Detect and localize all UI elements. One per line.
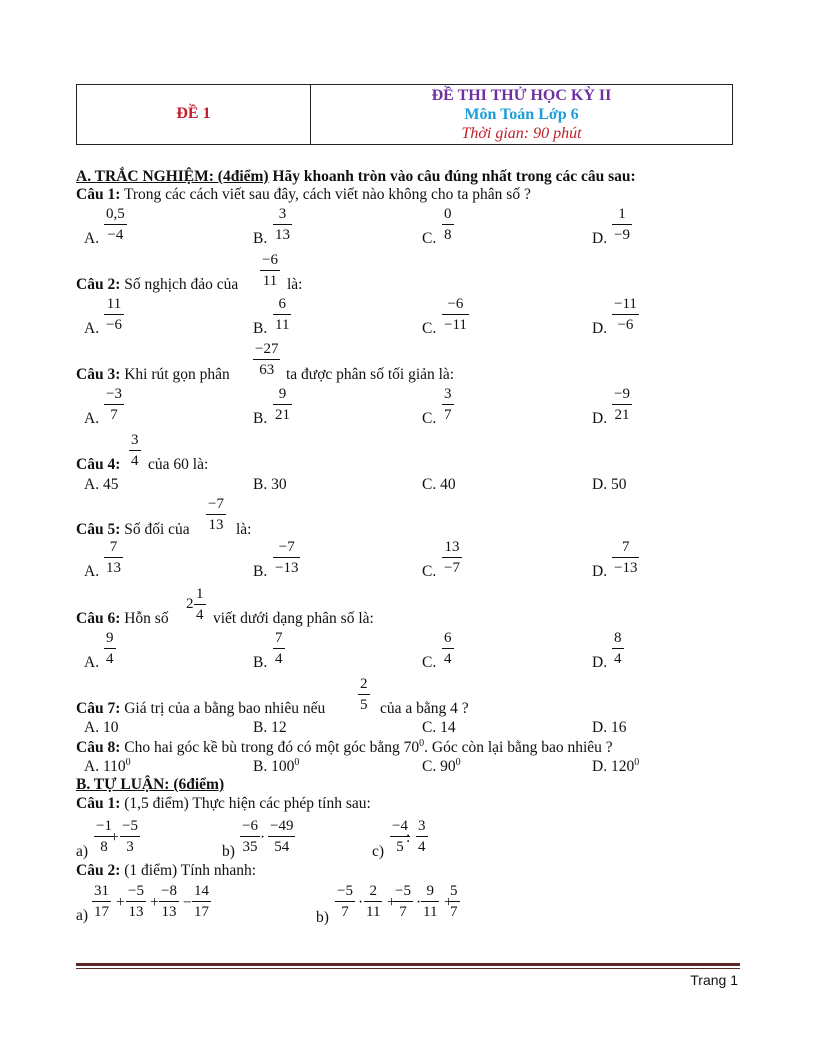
footer-rule-thick: [76, 963, 740, 966]
b1-c-label: c): [372, 843, 385, 860]
q7-text: Giá trị của a bằng bao nhiêu nếu: [120, 700, 326, 717]
q8-option-c: [422, 757, 461, 776]
q8-option-d-value: D. 120: [592, 758, 635, 776]
b2-a-term-2: [126, 883, 146, 921]
q6-text: Hỗn số: [120, 610, 169, 627]
b2-a-term-1-num: 31: [94, 883, 109, 899]
q4-option-c: C. 40: [422, 476, 456, 493]
q5-frac-den: 13: [208, 517, 224, 533]
q3-option-a-fraction-num: −3: [106, 386, 122, 402]
q6-option-a-fraction-num: 9: [106, 630, 114, 646]
q6-mixed-int: 2: [186, 596, 194, 612]
b2-a-term-4-den: 17: [194, 904, 209, 920]
b2-b-term-2: [364, 883, 382, 921]
q7-option-d: D. 16: [592, 719, 627, 736]
b1-b-fraction-2-den: 54: [274, 839, 290, 855]
question-5: [76, 521, 190, 539]
q8-option-a-degree: 0: [125, 757, 131, 768]
q1-option-a-fraction-den: −4: [107, 227, 124, 243]
q4-option-b: B. 30: [253, 476, 287, 493]
q1-option-a-fraction-num: 0,5: [106, 206, 125, 222]
q6-option-c-fraction: [442, 630, 454, 668]
b1-a-fraction-1-num: −1: [96, 818, 112, 834]
q6-label: Câu 6:: [76, 610, 121, 627]
q4-option-d: D. 50: [592, 476, 627, 493]
b2-a-operator-3: −: [183, 894, 192, 911]
q5-label: Câu 5:: [76, 521, 121, 538]
b1-b-fraction-1-den: 35: [242, 839, 258, 855]
q2-option-d-fraction-den: −6: [617, 317, 634, 333]
q8-option-a: [84, 757, 131, 776]
q7-option-c: C. 14: [422, 719, 456, 736]
question-6: [76, 610, 169, 628]
q5-option-d-fraction-num: 7: [621, 539, 630, 555]
b1-b-fraction-2-num: −49: [270, 818, 294, 834]
q1-option-b-fraction-den: 13: [275, 227, 290, 243]
q3-option-d-fraction-den: 21: [614, 407, 630, 423]
section-a-title: A. TRẮC NGHIỆM: (4điểm): [76, 168, 269, 185]
b1-a-operator: +: [110, 829, 119, 846]
q1-option-a-fraction: [104, 206, 127, 244]
b2-b-term-1: [335, 883, 355, 921]
q3-label: Câu 3:: [76, 366, 121, 383]
b2-b-term-5-den: 7: [450, 904, 458, 920]
q3-option-a-fraction: [104, 386, 124, 424]
b2-a-operator-1: +: [116, 894, 125, 911]
q8-sup: 0: [419, 738, 425, 749]
q7-frac-num: 2: [360, 676, 368, 692]
q8-text: Cho hai góc kề bù trong đó có một góc bằng 70: [120, 739, 420, 757]
q3-option-b-fraction: [273, 386, 292, 424]
q2-option-c-fraction: [442, 296, 469, 334]
section-b-title: B. TỰ LUẬN: (6điểm): [76, 776, 225, 793]
q1-option-b-letter: B.: [253, 230, 268, 247]
q5-after: là:: [236, 521, 252, 538]
b2-b-term-5: [448, 883, 460, 921]
q5-text: Số đối của: [120, 521, 190, 538]
b1-a-label: a): [76, 843, 89, 860]
q8-option-b-degree: 0: [294, 757, 300, 768]
q7-frac-den: 5: [360, 697, 368, 713]
q2-option-b-fraction-num: 6: [278, 296, 286, 312]
exam-number: ĐỀ 1: [176, 105, 211, 122]
q8-text2: . Góc còn lại bằng bao nhiêu ?: [424, 739, 613, 757]
question-8: [76, 738, 613, 757]
b2-a-term-2-num: −5: [128, 883, 144, 899]
q5-option-a-fraction-num: 7: [109, 539, 118, 555]
q2-option-a-fraction-den: −6: [106, 317, 122, 333]
q6-option-b-fraction-den: 4: [275, 651, 283, 667]
q2-fraction: [260, 252, 280, 290]
q1-label: Câu 1:: [76, 186, 121, 203]
q5-option-d-letter: D.: [592, 563, 608, 580]
q2-label: Câu 2:: [76, 276, 121, 293]
q3-option-d-fraction-num: −9: [614, 386, 630, 402]
b2-a-label: a): [76, 907, 89, 924]
q5-option-b-fraction-den: −13: [275, 560, 299, 576]
b1-c-fraction-2-num: 3: [418, 818, 426, 834]
q6-option-d-fraction: [612, 630, 624, 668]
q2-after: là:: [287, 276, 303, 293]
question-4: [76, 456, 120, 474]
q1-option-d-letter: D.: [592, 230, 608, 247]
b2-a-term-1: [92, 883, 111, 921]
b2-text: (1 điểm) Tính nhanh:: [120, 862, 257, 879]
q4-label: Câu 4:: [76, 456, 121, 473]
b2-a-term-2-den: 13: [128, 904, 144, 920]
b2-label: Câu 2:: [76, 862, 121, 879]
q5-option-c-fraction: [442, 539, 462, 577]
q4-frac-num: 3: [131, 432, 139, 448]
q2-option-a-fraction-num: 11: [106, 296, 122, 312]
b2-a-operator-2: +: [150, 894, 159, 911]
b1-b-fraction-2: [268, 818, 295, 856]
q1-option-d-fraction: [612, 206, 632, 244]
b2-a-term-3-num: −8: [161, 883, 177, 899]
q6-option-b-fraction: [273, 630, 285, 668]
q2-frac-num: −6: [262, 252, 278, 268]
q5-option-c-letter: C.: [422, 563, 437, 580]
q5-option-b-fraction-num: −7: [278, 539, 295, 555]
q6-frac-num: 1: [196, 586, 204, 602]
q3-frac-den: 63: [259, 362, 275, 378]
b2-b-term-3-num: −5: [395, 883, 411, 899]
b2-b-term-4-den: 11: [423, 904, 438, 920]
q3-option-c-fraction-num: 3: [444, 386, 452, 402]
q6-option-c-fraction-den: 4: [444, 651, 452, 667]
b2-b-term-3-den: 7: [399, 904, 407, 920]
q8-label: Câu 8:: [76, 739, 121, 757]
q1-text: Trong các cách viết sau đây, cách viết nào không cho ta phân số ?: [120, 186, 531, 203]
exam-title: ĐỀ THI THỬ HỌC KỲ II: [431, 87, 612, 104]
b2-b-term-3: [393, 883, 413, 921]
q5-option-d-fraction-den: −13: [614, 560, 638, 576]
question-3: [76, 366, 230, 384]
question-2: [76, 276, 238, 294]
q3-option-d-fraction: [612, 386, 632, 424]
q5-option-b-fraction: [273, 539, 300, 577]
q6-option-a-fraction: [104, 630, 116, 668]
q6-after: viết dưới dạng phân số là:: [213, 610, 374, 627]
q8-option-b-value: B. 100: [253, 758, 295, 776]
b1-b-fraction-1: [240, 818, 260, 856]
time-label: Thời gian: 90 phút: [461, 125, 582, 142]
b2-a-term-1-den: 17: [94, 904, 109, 920]
q4-option-a: A. 45: [84, 476, 119, 493]
q6-option-d-fraction-den: 4: [614, 651, 622, 667]
q1-option-c-fraction: [442, 206, 454, 244]
q5-option-a-letter: A.: [84, 563, 100, 580]
b1-b-label: b): [222, 843, 235, 860]
question-1: [76, 186, 531, 204]
b2-b-operator-1: ·: [358, 894, 364, 911]
q2-option-d-fraction: [612, 296, 639, 334]
q3-text: Khi rút gọn phân: [120, 366, 230, 383]
q1-option-c-fraction-num: 0: [444, 206, 452, 222]
q8-option-c-degree: 0: [455, 757, 461, 768]
q2-option-c-letter: C.: [422, 320, 437, 337]
q2-option-d-fraction-num: −11: [614, 296, 637, 312]
q5-option-c-fraction-den: −7: [444, 560, 460, 576]
b2-b-term-5-num: 5: [450, 883, 458, 899]
q8-option-b: [253, 757, 299, 776]
q5-option-a-fraction: [104, 539, 123, 577]
b2-b-operator-3: ·: [416, 894, 422, 911]
b1-c-fraction-1-num: −4: [392, 818, 408, 834]
q6-option-b-fraction-num: 7: [275, 630, 283, 646]
q2-frac-den: 11: [262, 273, 278, 289]
q2-option-c-fraction-num: −6: [447, 296, 464, 312]
q8-option-a-value: A. 110: [84, 758, 126, 776]
q6-fraction: [194, 586, 206, 624]
q3-after: ta được phân số tối giản là:: [286, 366, 455, 383]
q3-fraction: [253, 341, 280, 379]
q2-option-b-fraction-den: 11: [275, 317, 290, 333]
footer-rule-thin: [76, 968, 740, 969]
q8-option-c-value: C. 90: [422, 758, 456, 776]
b1-c-operator: :: [406, 829, 411, 846]
essay-question-1: [76, 795, 371, 813]
b1-text: (1,5 điểm) Thực hiện các phép tính sau:: [120, 795, 371, 812]
q7-option-a: A. 10: [84, 719, 119, 736]
b2-b-term-1-num: −5: [337, 883, 353, 899]
q5-option-d-fraction: [612, 539, 639, 577]
q3-option-a-letter: A.: [84, 410, 100, 427]
q2-option-a-fraction: [104, 296, 124, 334]
b2-a-term-4: [192, 883, 211, 921]
q3-option-b-fraction-den: 21: [275, 407, 290, 423]
b1-label: Câu 1:: [76, 795, 121, 812]
q1-option-c-fraction-den: 8: [444, 227, 452, 243]
b2-b-term-4-num: 9: [426, 883, 434, 899]
q1-option-c-letter: C.: [422, 230, 437, 247]
q6-frac-den: 4: [196, 607, 204, 623]
q3-option-b-fraction-num: 9: [278, 386, 287, 402]
b1-b-operator: ·: [260, 829, 266, 846]
q6-option-b-letter: B.: [253, 654, 268, 671]
q1-option-b-fraction-num: 3: [278, 206, 287, 222]
q6-option-d-letter: D.: [592, 654, 608, 671]
q4-frac-den: 4: [131, 453, 139, 469]
page-number: Trang 1: [690, 972, 738, 988]
q2-option-c-fraction-den: −11: [444, 317, 467, 333]
q7-label: Câu 7:: [76, 700, 121, 717]
q1-option-d-fraction-den: −9: [614, 227, 630, 243]
q5-option-c-fraction-num: 13: [444, 539, 460, 555]
q5-fraction: [206, 496, 226, 534]
header-info: [311, 86, 732, 143]
q6-option-c-fraction-num: 6: [444, 630, 452, 646]
q2-text: Số nghịch đảo của: [120, 276, 239, 293]
b2-b-term-2-den: 11: [366, 904, 381, 920]
b2-b-term-2-num: 2: [369, 883, 377, 899]
q3-option-c-fraction: [442, 386, 454, 424]
essay-question-2: [76, 862, 256, 880]
q3-option-d-letter: D.: [592, 410, 608, 427]
q3-option-a-fraction-den: 7: [110, 407, 118, 423]
section-a-instruction: Hãy khoanh tròn vào câu đúng nhất trong các câu sau:: [268, 168, 636, 185]
b1-c-fraction-1-den: 5: [396, 839, 404, 855]
q4-fraction: [129, 432, 141, 470]
q2-option-b-letter: B.: [253, 320, 268, 337]
q5-option-b-letter: B.: [253, 563, 268, 580]
b1-b-fraction-1-num: −6: [242, 818, 258, 834]
q2-option-b-fraction: [273, 296, 291, 334]
b1-a-fraction-1-den: 8: [100, 839, 108, 855]
b1-a-fraction-2-den: 3: [126, 839, 134, 855]
b2-b-label: b): [316, 909, 329, 926]
q8-option-d: [592, 757, 639, 776]
b2-b-term-1-den: 7: [341, 904, 349, 920]
b1-c-fraction-2: [416, 818, 428, 856]
q7-option-b: B. 12: [253, 719, 287, 736]
subject-label: Môn Toán Lớp 6: [464, 106, 579, 123]
b2-b-operator-4: +: [444, 894, 453, 911]
b2-b-operator-2: +: [387, 894, 396, 911]
q1-option-d-fraction-num: 1: [618, 206, 626, 222]
b1-c-fraction-2-den: 4: [418, 839, 426, 855]
header-table: [76, 84, 733, 145]
b1-a-fraction-2-num: −5: [122, 818, 138, 834]
q5-option-a-fraction-den: 13: [106, 560, 121, 576]
q1-option-a-letter: A.: [84, 230, 100, 247]
q3-frac-num: −27: [255, 341, 279, 357]
q3-option-c-letter: C.: [422, 410, 437, 427]
q2-option-a-letter: A.: [84, 320, 100, 337]
q1-option-b-fraction: [273, 206, 292, 244]
q4-after: của 60 là:: [148, 456, 209, 473]
q7-fraction: [358, 676, 370, 714]
q6-option-a-letter: A.: [84, 654, 100, 671]
question-7: [76, 700, 325, 718]
b1-a-fraction-2: [120, 818, 140, 856]
q2-option-d-letter: D.: [592, 320, 608, 337]
b2-b-term-4: [421, 883, 439, 921]
q6-option-d-fraction-num: 8: [614, 630, 622, 646]
q3-option-b-letter: B.: [253, 410, 268, 427]
q6-option-c-letter: C.: [422, 654, 437, 671]
q8-option-d-degree: 0: [634, 757, 640, 768]
q5-frac-num: −7: [208, 496, 224, 512]
b2-a-term-4-num: 14: [194, 883, 209, 899]
b2-a-term-3-den: 13: [161, 904, 177, 920]
q7-after: của a bằng 4 ?: [380, 700, 469, 717]
q3-option-c-fraction-den: 7: [444, 407, 452, 423]
section-a-heading: [76, 168, 636, 186]
b2-a-term-3: [159, 883, 179, 921]
q6-option-a-fraction-den: 4: [106, 651, 114, 667]
